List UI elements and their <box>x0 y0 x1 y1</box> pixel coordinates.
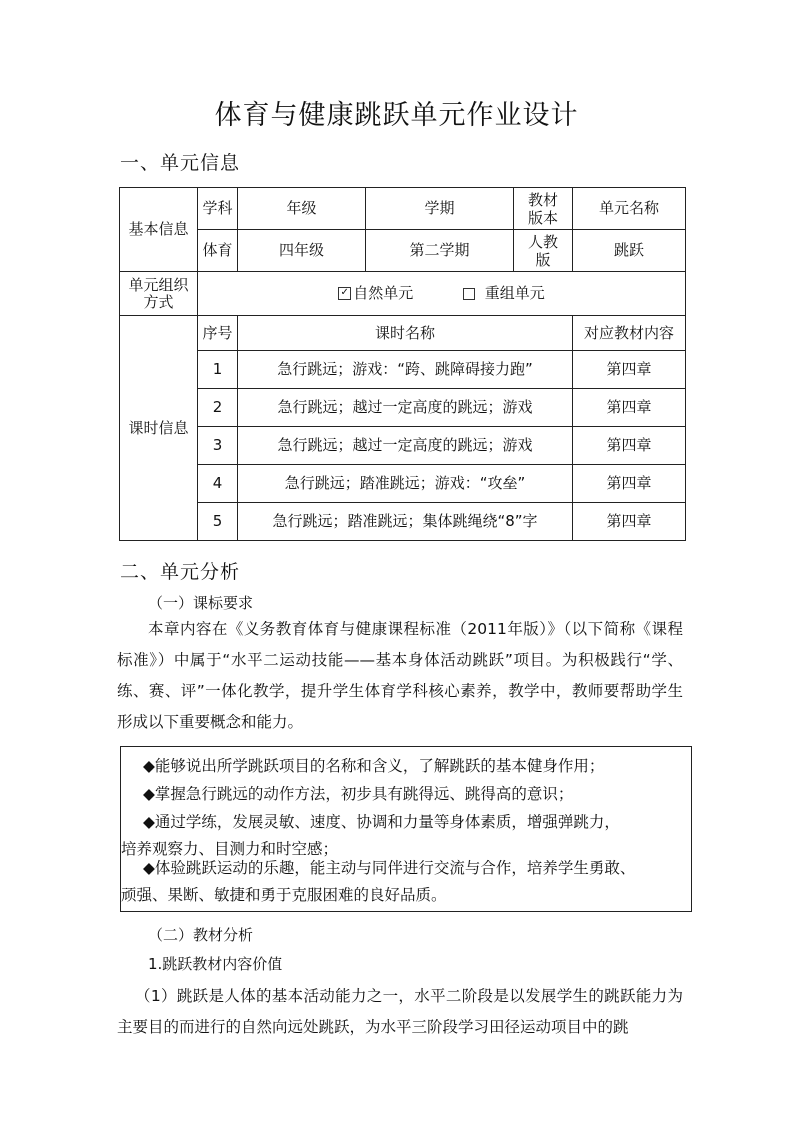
objective-line: ◆通过学练，发展灵敏、速度、协调和力量等身体素质，增强弹跳力， <box>143 813 620 831</box>
lesson-no: 5 <box>198 503 238 541</box>
lesson-no: 1 <box>198 351 238 389</box>
objective-line: ◆掌握急行跳远的动作方法，初步具有跳得远、跳得高的意识； <box>143 785 574 803</box>
table-row <box>120 316 686 351</box>
header-unit-name: 单元名称 <box>573 188 686 230</box>
value-textbook-version-text: 人教版 <box>527 232 558 269</box>
org-options <box>198 272 686 316</box>
lesson-content: 第四章 <box>573 427 686 465</box>
table-row <box>120 272 686 316</box>
subheading-material-analysis: （二）教材分析 <box>148 926 254 944</box>
lesson-header-name: 课时名称 <box>238 316 573 351</box>
lesson-content: 第四章 <box>573 389 686 427</box>
lesson-info-label: 课时信息 <box>120 316 198 541</box>
org-label: 单元组织方式 <box>128 275 189 311</box>
table-row <box>120 465 686 503</box>
table-row <box>120 188 686 230</box>
header-subject: 学科 <box>198 188 238 230</box>
lesson-content: 第四章 <box>573 465 686 503</box>
lesson-name: 急行跳远；越过一定高度的跳远；游戏 <box>238 389 573 427</box>
objective-line: ◆能够说出所学跳跃项目的名称和含义，了解跳跃的基本健身作用； <box>143 757 605 775</box>
lesson-no: 4 <box>198 465 238 503</box>
lesson-header-no: 序号 <box>198 316 238 351</box>
lesson-no: 2 <box>198 389 238 427</box>
lesson-name: 急行跳远；游戏：“跨、跳障碍接力跑” <box>238 351 573 389</box>
unchecked-checkbox-icon <box>463 288 475 300</box>
org-option-natural: 自然单元 <box>353 284 414 302</box>
org-option-regroup: 重组单元 <box>484 284 545 302</box>
header-textbook-version <box>514 188 573 230</box>
unit-info-table <box>119 187 686 541</box>
header-grade: 年级 <box>238 188 366 230</box>
org-label-cell <box>120 272 198 316</box>
table-row <box>120 427 686 465</box>
lesson-header-content: 对应教材内容 <box>573 316 686 351</box>
lesson-name: 急行跳远；踏准跳远；集体跳绳绕“8”字 <box>238 503 573 541</box>
document-title: 体育与健康跳跃单元作业设计 <box>214 100 579 131</box>
objective-line: 顽强、果断、敏捷和勇于克服困难的良好品质。 <box>121 886 447 904</box>
table-row <box>120 351 686 389</box>
paragraph-curriculum: 本章内容在《义务教育体育与健康课程标准（2011年版）》（以下简称《课程标准》）中属于“水平二运动技能——基本身体活动跳跃”项目。为积极践行“学、练、赛、评”一体化教学，提升学生体育学科核心素养，教学中，教师要帮助学生形成以下重要概念和能力。 <box>117 620 683 731</box>
lesson-content: 第四章 <box>573 351 686 389</box>
lesson-name: 急行跳远；越过一定高度的跳远；游戏 <box>238 427 573 465</box>
objectives-box <box>120 746 692 912</box>
paragraph-jump-value: （1）跳跃是人体的基本活动能力之一，水平二阶段是以发展学生的跳跃能力为主要目的而进行的自然向远处跳跃，为水平三阶段学习田径运动项目中的跳 <box>117 987 683 1036</box>
value-semester: 第二学期 <box>366 230 514 272</box>
table-row <box>120 503 686 541</box>
objective-line: 培养观察力、目测力和时空感； <box>121 840 339 858</box>
header-semester: 学期 <box>366 188 514 230</box>
objective-line: ◆体验跳跃运动的乐趣，能主动与同伴进行交流与合作，培养学生勇敢、 <box>143 859 636 877</box>
checked-checkbox-icon: ✓ <box>338 287 351 300</box>
value-grade: 四年级 <box>238 230 366 272</box>
subheading-curriculum: （一）课标要求 <box>148 594 254 612</box>
table-row <box>120 389 686 427</box>
lesson-content: 第四章 <box>573 503 686 541</box>
value-subject: 体育 <box>198 230 238 272</box>
lesson-name: 急行跳远；踏准跳远；游戏：“攻垒” <box>238 465 573 503</box>
section-heading-unit-analysis: 二、单元分析 <box>120 561 241 583</box>
subheading-material-value: 1.跳跃教材内容价值 <box>148 955 283 973</box>
lesson-no: 3 <box>198 427 238 465</box>
value-unit-name: 跳跃 <box>573 230 686 272</box>
table-row <box>120 230 686 272</box>
header-textbook-version-text: 教材版本 <box>527 190 558 227</box>
value-textbook-version <box>514 230 573 272</box>
basic-info-label: 基本信息 <box>120 188 198 272</box>
section-heading-unit-info: 一、单元信息 <box>120 152 241 174</box>
